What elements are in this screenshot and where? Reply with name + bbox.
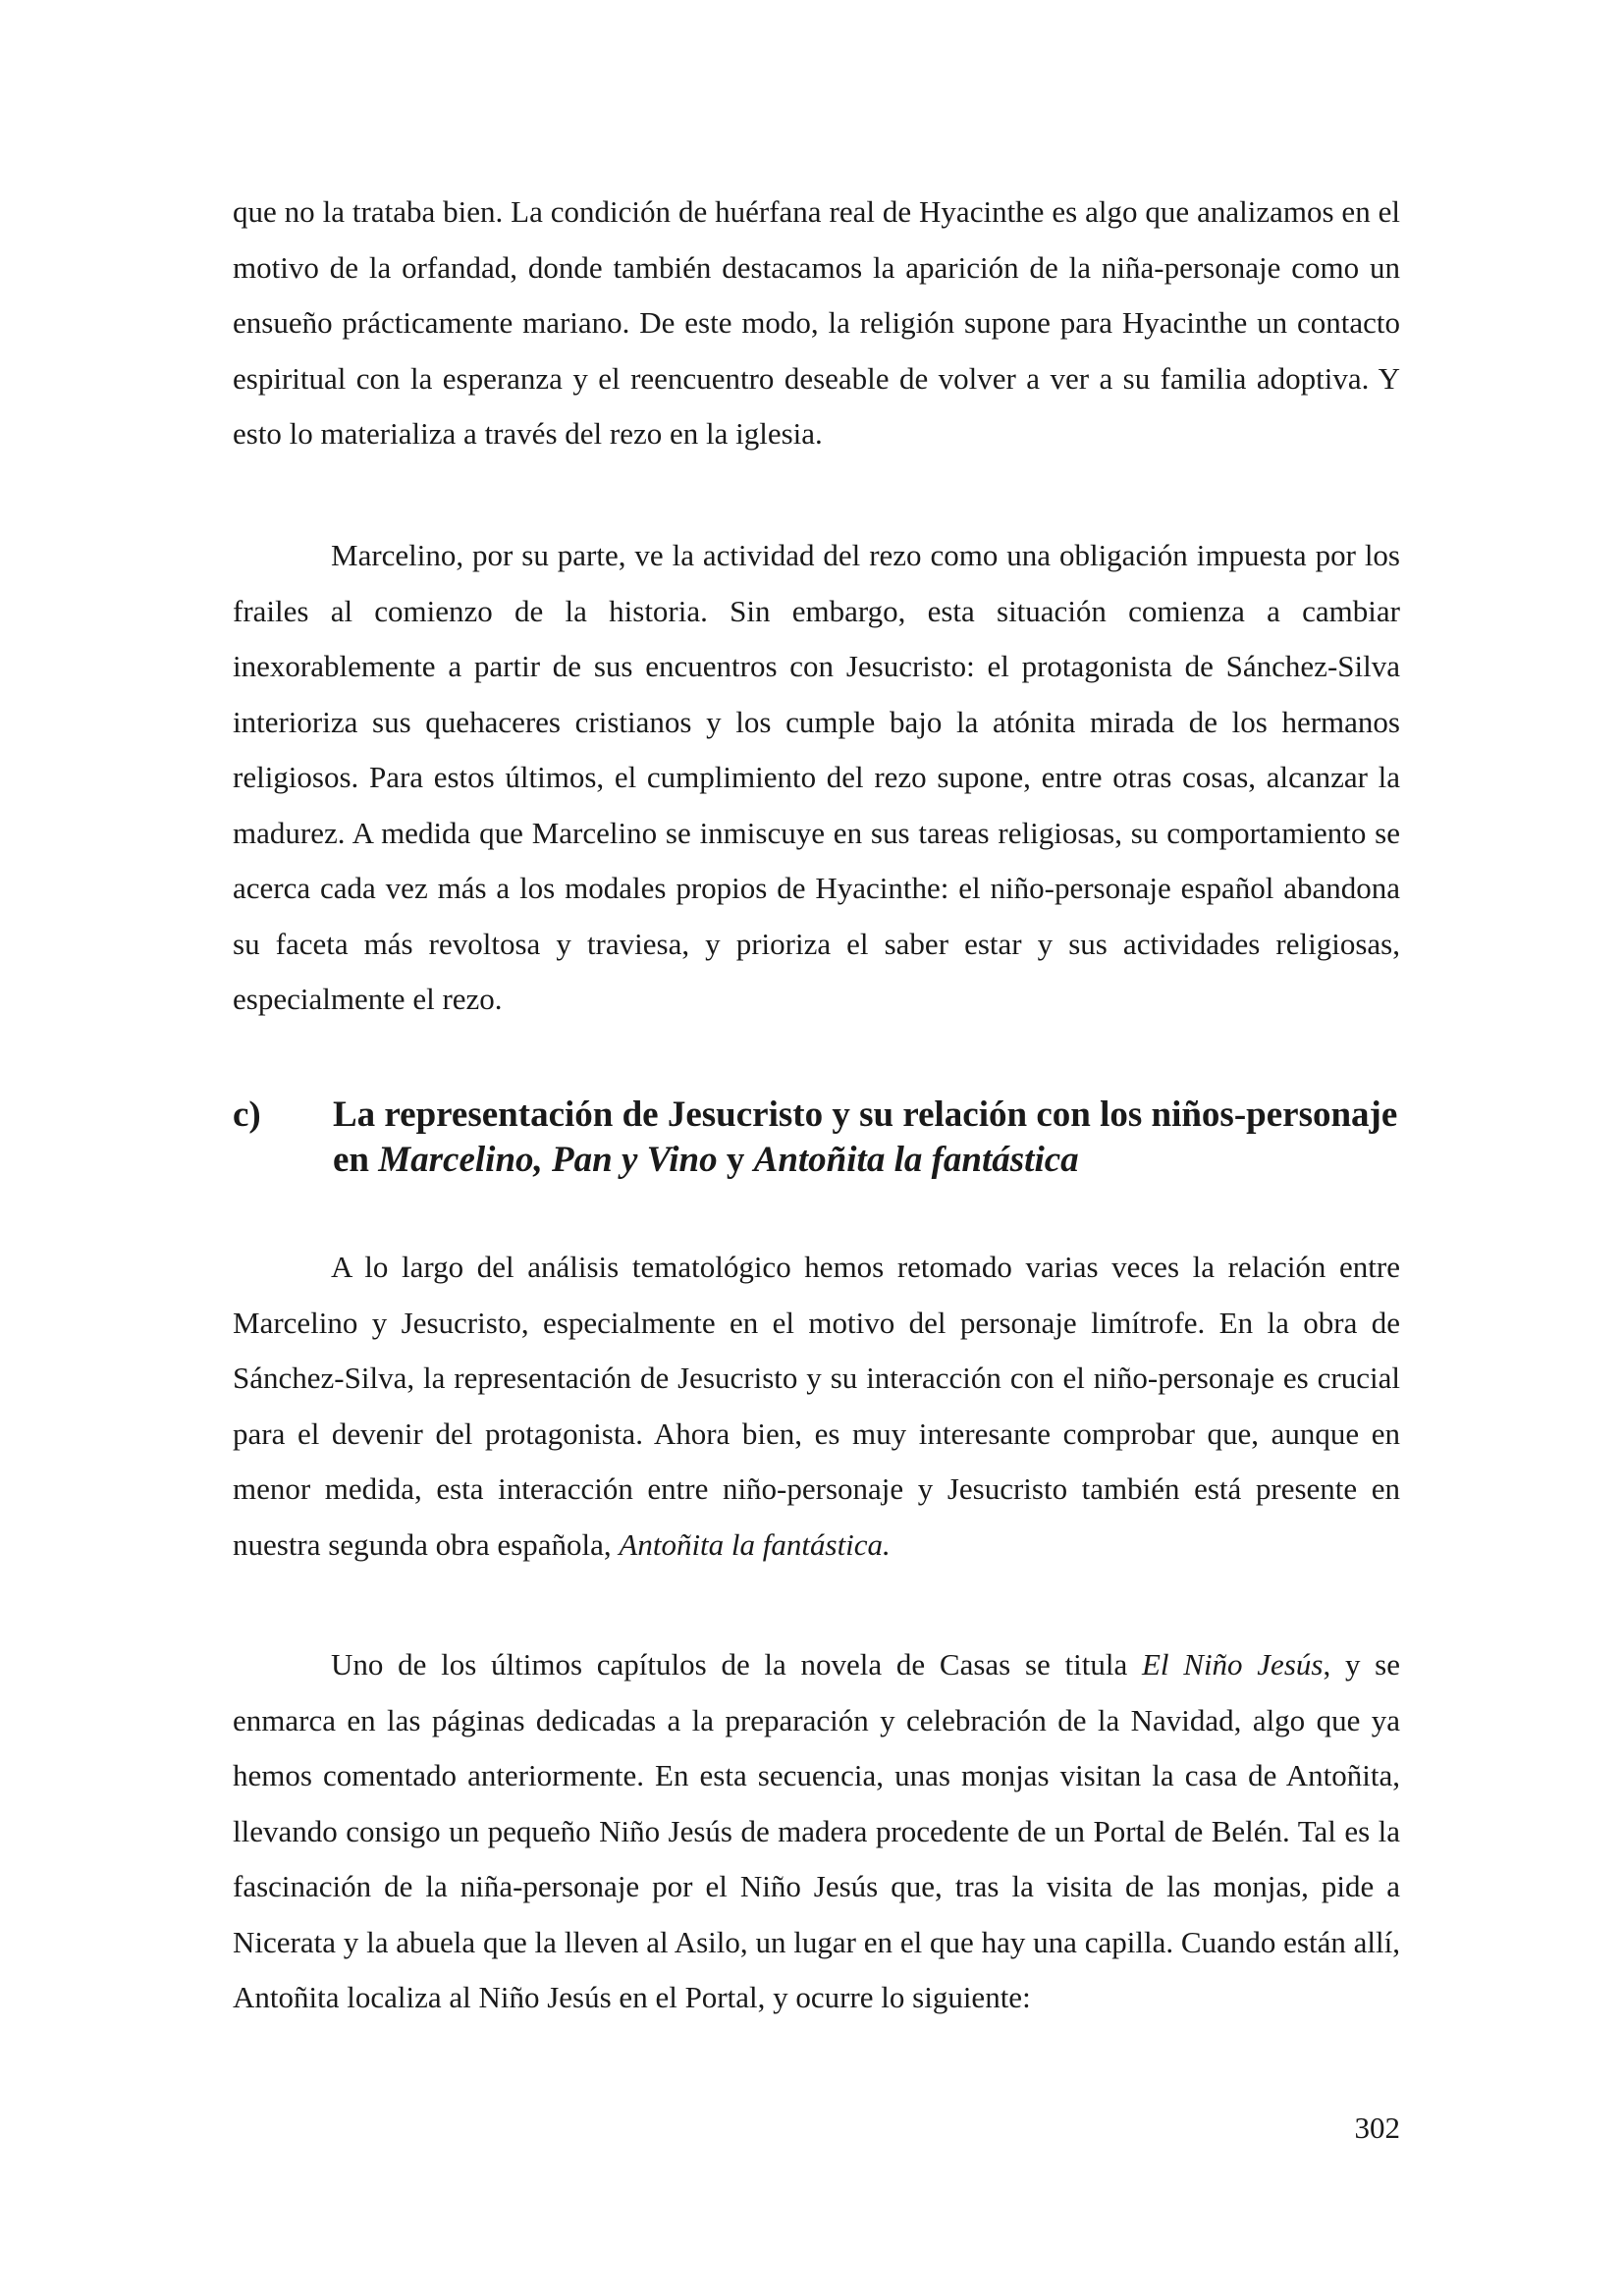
heading-conjunction: y bbox=[717, 1140, 754, 1180]
paragraph-nino-jesus-italic: El Niño Jesús bbox=[1141, 1647, 1324, 1682]
heading-title-antonita: Antoñita la fantástica bbox=[753, 1140, 1079, 1180]
paragraph-nino-jesus bbox=[233, 1637, 1400, 2026]
heading-part1: La representación de Jesucristo y su relación con los niños-personaje en bbox=[333, 1095, 1398, 1180]
paragraph-jesucristo-relation bbox=[233, 1240, 1400, 1573]
paragraph-nino-jesus-before: Uno de los últimos capítulos de la novela de Casas se titula bbox=[331, 1647, 1142, 1682]
paragraph-marcelino-prayer: Marcelino, por su parte, ve la actividad del rezo como una obligación impuesta por los frailes al comienzo de la historia. Sin embargo, esta situación comienza a cambiar inexorablemente a partir de sus encuentros con Jesucristo: el protagonista de Sánchez-Silva interioriza sus quehaceres cristianos y los cumple bajo la atónita mirada de los hermanos religiosos. Para estos últimos, el cumplimiento del rezo supone, entre otras cosas, alcanzar la madurez. A medida que Marcelino se inmiscuye en sus tareas religiosas, su comportamiento se acerca cada vez más a los modales propios de Hyacinthe: el niño-personaje español abandona su faceta más revoltosa y traviesa, y prioriza el saber estar y sus actividades religiosas, especialmente el rezo. bbox=[233, 538, 1400, 1016]
page-number: 302 bbox=[1354, 2110, 1400, 2145]
section-heading-label: c) bbox=[233, 1095, 261, 1135]
paragraph-hyacinthe-orphanhood: que no la trataba bien. La condición de huérfana real de Hyacinthe es algo que analizamos en el motivo de la orfandad, donde también destacamos la aparición de la niña-personaje como un ensueño prácticamente mariano. De este modo, la religión supone para Hyacinthe un contacto espiritual con la esperanza y el reencuentro deseable de volver a ver a su familia adoptiva. Y esto lo materializa a través del rezo en la iglesia. bbox=[233, 194, 1400, 451]
paragraph-jesucristo-italic-title: Antoñita la fantástica. bbox=[619, 1526, 891, 1562]
section-heading bbox=[233, 1093, 1400, 1183]
paragraph-jesucristo-text: A lo largo del análisis tematológico hemos retomado varias veces la relación entre Marcelino y Jesucristo, especialmente en el motivo del personaje limítrofe. En la obra de Sánchez-Silva, la representación de Jesucristo y su interacción con el niño-personaje es crucial para el devenir del protagonista. Ahora bien, es muy interesante comprobar que, aunque en menor medida, esta interacción entre niño-personaje y Jesucristo también está presente en nuestra segunda obra española, bbox=[233, 1250, 1400, 1562]
heading-title-marcelino: Marcelino, Pan y Vino bbox=[378, 1140, 718, 1180]
paragraph-nino-jesus-after: , y se enmarca en las páginas dedicadas a la preparación y celebración de la Navidad, algo que ya hemos comentado anteriormente. En esta secuencia, unas monjas visitan la casa de Antoñita, llevando consigo un pequeño Niño Jesús de madera procedente de un Portal de Belén. Tal es la fascinación de la niña-personaje por el Niño Jesús que, tras la visita de las monjas, pide a Nicerata y la abuela que la lleven al Asilo, un lugar en el que hay una capilla. Cuando están allí, Antoñita localiza al Niño Jesús en el Portal, y ocurre lo siguiente: bbox=[233, 1647, 1400, 2014]
section-heading-text bbox=[333, 1093, 1400, 1183]
